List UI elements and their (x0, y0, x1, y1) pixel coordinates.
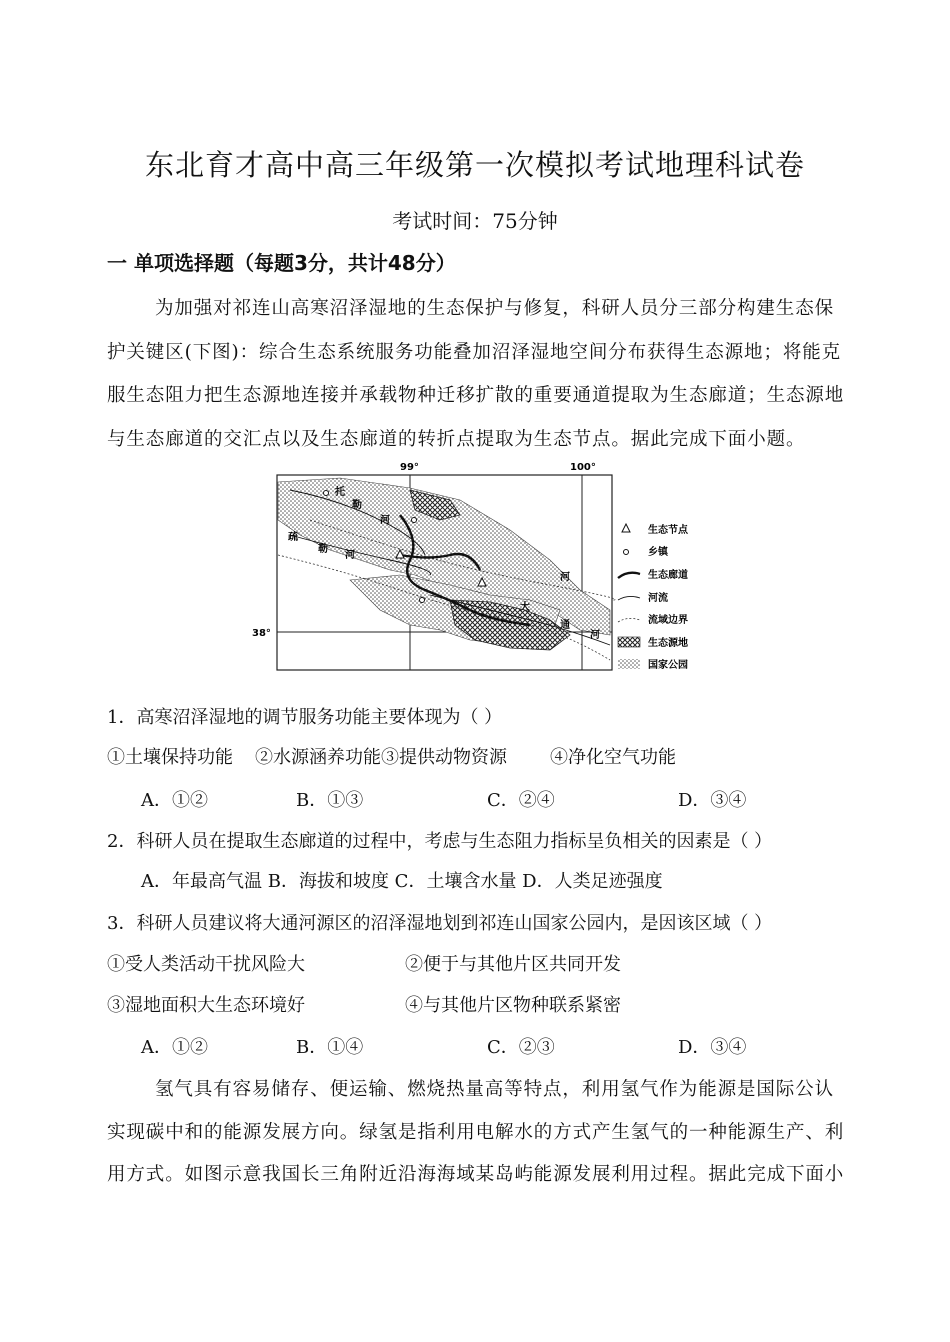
question-3-item: ①受人类活动干扰风险大 (107, 954, 305, 975)
legend-label: 生态源地 (648, 638, 688, 649)
river-label: 河 (380, 515, 390, 526)
exam-title: 东北育才高中高三年级第一次模拟考试地理科试卷 (144, 148, 805, 182)
crosshatch-icon (618, 637, 640, 647)
wetland-map (250, 460, 710, 680)
triangle-icon (622, 524, 630, 532)
river-line-icon (618, 596, 640, 600)
question-3-item: ③湿地面积大生态环境好 (107, 995, 305, 1016)
river-label: 河 (590, 630, 600, 641)
lat-label-38: 38° (252, 628, 271, 639)
river-label: 通 (560, 620, 570, 631)
question-1-item: ②水源涵养功能③提供动物资源 (255, 747, 507, 768)
river-label: 河 (345, 550, 355, 561)
question-3-choice-b[interactable]: B．①④ (296, 1037, 364, 1058)
passage2-line: 用方式。如图示意我国长三角附近沿海海域某岛屿能源发展利用过程。据此完成下面小 (107, 1164, 845, 1185)
question-3-item: ④与其他片区物种联系紧密 (405, 995, 621, 1016)
legend-label: 国家公园 (648, 660, 688, 671)
legend-label: 生态节点 (648, 525, 688, 536)
question-1-choice-d[interactable]: D．③④ (678, 790, 747, 811)
passage1-line: 护关键区(下图)：综合生态系统服务功能叠加沼泽湿地空间分布获得生态源地；将能克 (107, 342, 842, 363)
question-3-item: ②便于与其他片区共同开发 (405, 954, 621, 975)
dot-pattern-icon (618, 659, 640, 669)
legend-label: 流域边界 (648, 615, 688, 626)
lon-label-99: 99° (400, 462, 419, 473)
question-3-choice-d[interactable]: D．③④ (678, 1037, 747, 1058)
question-2-stem: 2．科研人员在提取生态廊道的过程中，考虑与生态阻力指标呈负相关的因素是（ ） (107, 831, 773, 852)
question-3-choice-a[interactable]: A．①② (141, 1037, 208, 1058)
question-1-choice-b[interactable]: B．①③ (296, 790, 364, 811)
boundary-line-icon (618, 618, 640, 622)
legend-label: 生态廊道 (648, 570, 688, 581)
passage1-line: 为加强对祁连山高寒沼泽湿地的生态保护与修复，科研人员分三部分构建生态保 (155, 298, 835, 319)
river-label: 河 (560, 572, 570, 583)
question-1-choice-c[interactable]: C．②④ (487, 790, 555, 811)
town-marker (324, 491, 329, 496)
town-marker (420, 598, 425, 603)
passage2-line: 氢气具有容易储存、便运输、燃烧热量高等特点，利用氢气作为能源是国际公认 (155, 1079, 835, 1100)
question-2-choices[interactable]: A．年最高气温 B．海拔和坡度 C．土壤含水量 D．人类足迹强度 (141, 871, 663, 892)
river-label: 勒 (352, 500, 362, 511)
question-1-item: ④净化空气功能 (550, 747, 676, 768)
passage1-line: 与生态廊道的交汇点以及生态廊道的转折点提取为生态节点。据此完成下面小题。 (107, 429, 806, 450)
legend-label: 河流 (648, 593, 668, 604)
town-marker (412, 518, 417, 523)
river-label: 大 (520, 602, 530, 613)
passage1-line: 服生态阻力把生态源地连接并承载物种迁移扩散的重要通道提取为生态廊道；生态源地 (107, 385, 845, 406)
river-label: 疏 (288, 532, 298, 543)
question-1-item: ①土壤保持功能 (107, 747, 233, 768)
question-3-choice-c[interactable]: C．②③ (487, 1037, 555, 1058)
river-label: 勒 (318, 544, 328, 555)
section-heading: 一 单项选择题（每题3分，共计48分） (107, 251, 456, 275)
exam-time: 考试时间：75分钟 (392, 209, 558, 233)
question-1-choice-a[interactable]: A．①② (141, 790, 208, 811)
legend-label: 乡镇 (648, 547, 668, 558)
lon-label-100: 100° (570, 462, 596, 473)
circle-icon (624, 550, 629, 555)
question-1-stem: 1．高寒沼泽湿地的调节服务功能主要体现为（ ） (107, 707, 503, 728)
corridor-line-icon (618, 573, 640, 578)
question-3-stem: 3．科研人员建议将大通河源区的沼泽湿地划到祁连山国家公园内，是因该区域（ ） (107, 913, 773, 934)
river-label: 托 (335, 487, 345, 498)
passage2-line: 实现碳中和的能源发展方向。绿氢是指利用电解水的方式产生氢气的一种能源生产、利 (107, 1122, 845, 1143)
map-legend (618, 523, 689, 671)
